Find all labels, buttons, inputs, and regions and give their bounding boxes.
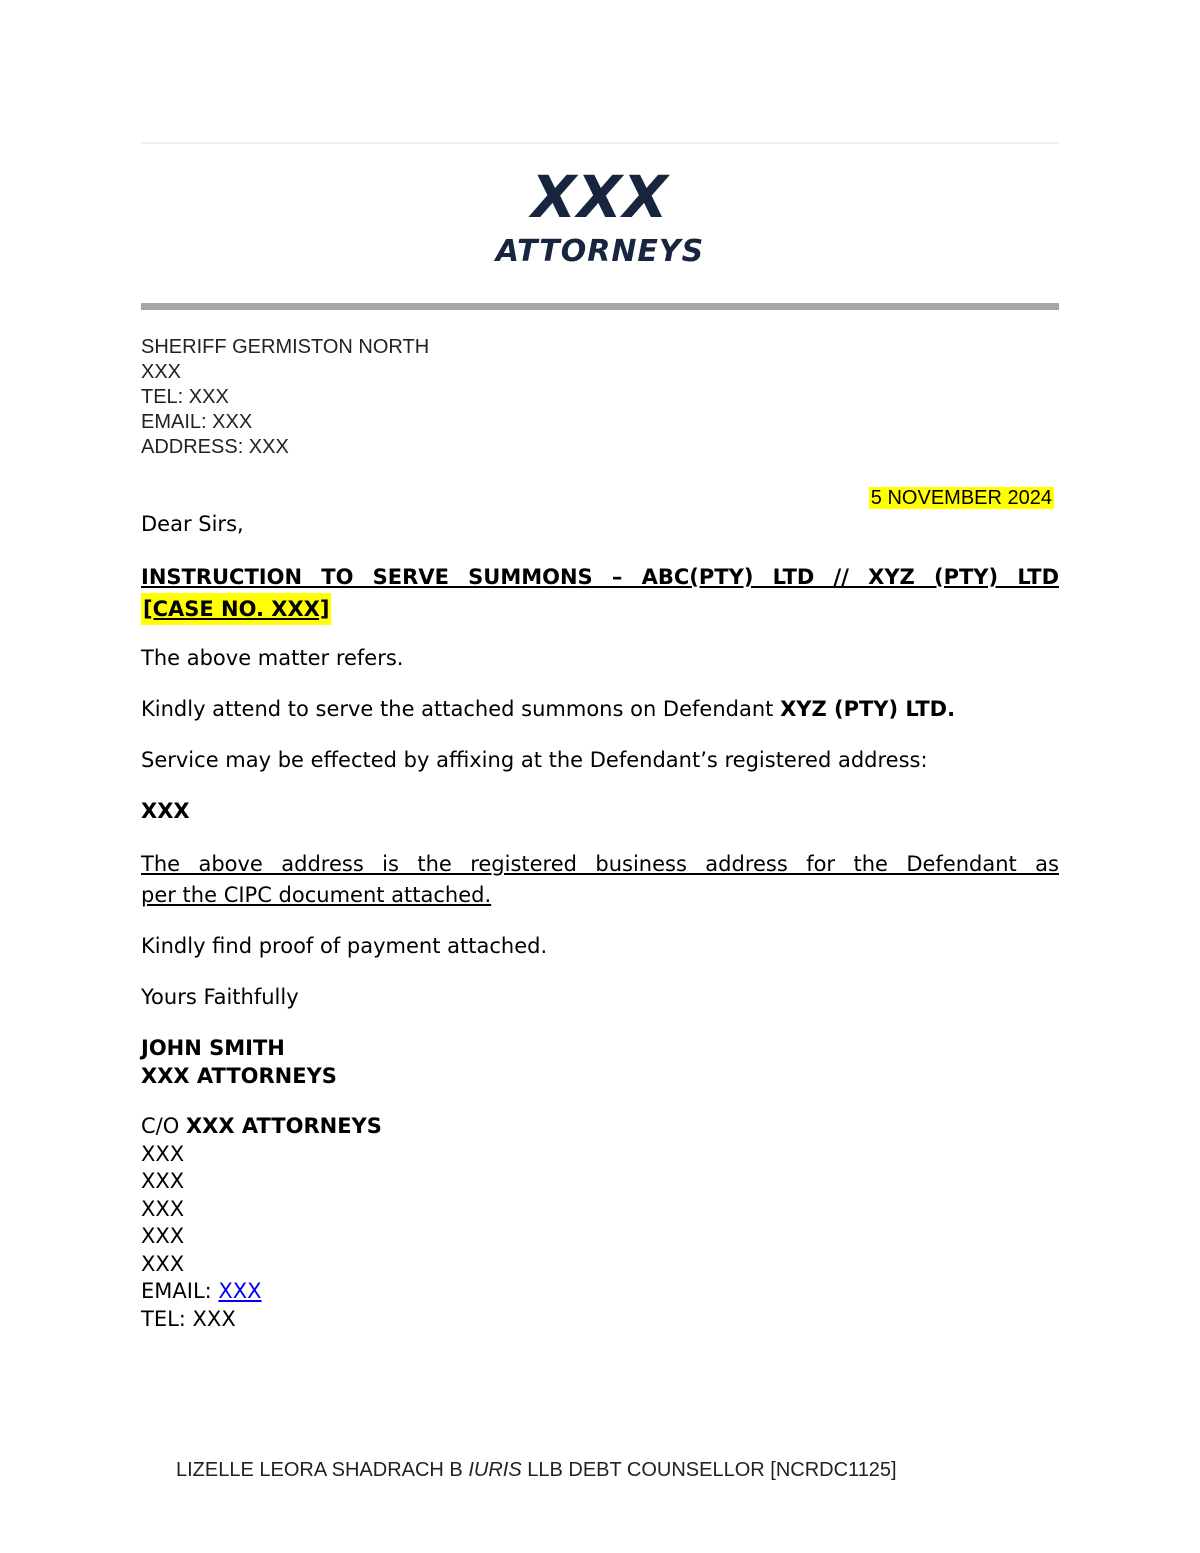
firm-subtitle: ATTORNEYS [495, 234, 705, 269]
top-divider [141, 142, 1059, 144]
recipient-line: TEL: XXX [141, 386, 229, 408]
defendant-name: XYZ (PTY) LTD. [780, 697, 956, 721]
tel-label: TEL: [141, 1306, 193, 1331]
case-number: [CASE NO. XXX] [141, 593, 331, 625]
defendant-address: XXX [141, 799, 190, 823]
care-of-address-line: XXX [141, 1141, 185, 1166]
care-of-address-line: XXX [141, 1251, 185, 1276]
paragraph-service-method: Service may be effected by affixing at the Defendant’s registered address: [141, 748, 928, 772]
subject-heading [141, 561, 1059, 625]
recipient-line: EMAIL: XXX [141, 411, 253, 433]
email-label: EMAIL: [141, 1279, 219, 1303]
subject-line: INSTRUCTION TO SERVE SUMMONS – ABC(PTY) LTD // XYZ (PTY) LTD [141, 565, 1059, 589]
care-of-line [141, 1113, 382, 1141]
care-of-tel-line [141, 1306, 382, 1334]
recipient-line: XXX [141, 361, 182, 383]
care-of-firm: XXX ATTORNEYS [185, 1114, 382, 1138]
paragraph-address-note [141, 849, 1059, 911]
firm-name: XXX [531, 163, 669, 231]
recipient-line: SHERIFF GERMISTON NORTH [141, 336, 430, 358]
paragraph-matter-refers: The above matter refers. [141, 646, 404, 670]
footer-text [176, 1457, 897, 1483]
paragraph-proof-of-payment: Kindly find proof of payment attached. [141, 934, 548, 958]
paragraph-serve-text: Kindly attend to serve the attached summons on Defendant [141, 697, 781, 721]
letter-date-text: 5 NOVEMBER 2024 [870, 487, 1052, 509]
address-note-line: per the CIPC document attached. [141, 883, 492, 907]
care-of-email-line [141, 1278, 382, 1306]
address-note-line: The above address is the registered business address for the Defendant as [141, 852, 1059, 876]
footer-credentials: LLB DEBT COUNSELLOR [NCRDC1125] [521, 1459, 897, 1481]
letterhead-bar [141, 303, 1059, 310]
care-of-address-line: XXX [141, 1196, 185, 1221]
salutation: Dear Sirs, [141, 512, 244, 536]
letter-date [869, 485, 1054, 511]
footer-degree: IURIS [468, 1459, 522, 1481]
recipient-block [141, 335, 429, 460]
paragraph-serve-instruction [141, 695, 955, 723]
email-link[interactable]: XXX [218, 1279, 262, 1303]
tel-value: XXX [192, 1306, 236, 1331]
signature-block [141, 1034, 337, 1090]
signatory-firm: XXX ATTORNEYS [141, 1064, 337, 1088]
closing: Yours Faithfully [141, 985, 299, 1009]
signatory-name: JOHN SMITH [141, 1036, 285, 1060]
care-of-address-line: XXX [141, 1169, 185, 1193]
care-of-block [141, 1113, 382, 1333]
care-of-address-line: XXX [141, 1224, 185, 1248]
recipient-line: ADDRESS: XXX [141, 436, 289, 458]
care-of-prefix: C/O [141, 1114, 186, 1138]
footer-name: LIZELLE LEORA SHADRACH B [176, 1459, 469, 1481]
